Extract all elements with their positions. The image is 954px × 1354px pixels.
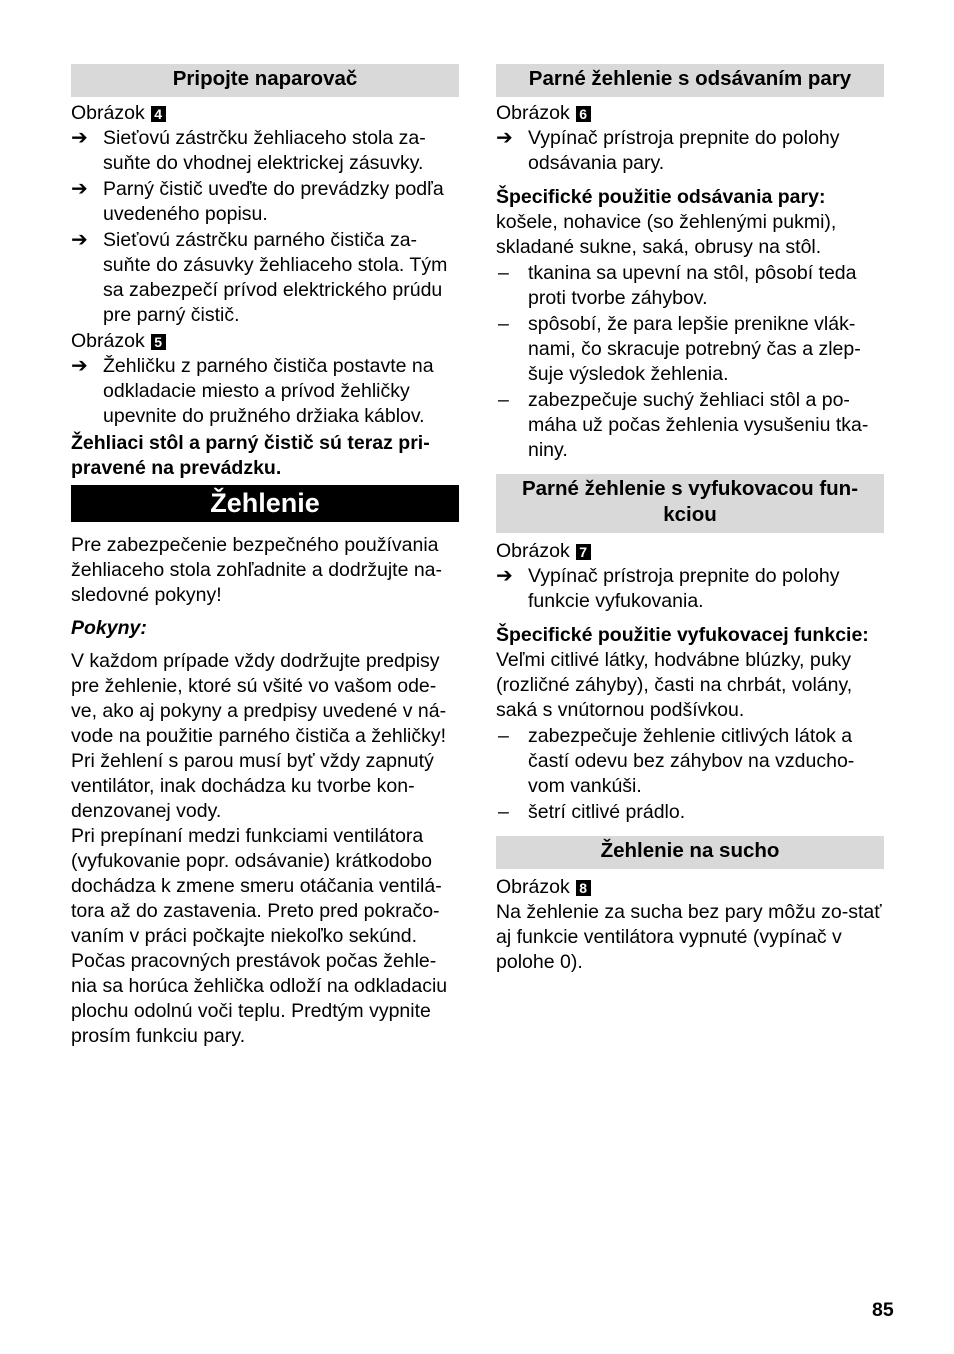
dash-text: spôsobí, že para lepšie prenikne vlák-nami, čo skracuje potrebný čas a zlep-šuje výsledok žehlenia. xyxy=(528,313,861,385)
figure-label: Obrázok xyxy=(496,102,570,124)
arrow-right-icon: ➔ xyxy=(71,178,88,200)
figure-number-badge: 5 xyxy=(151,334,166,350)
figure-reference xyxy=(496,875,884,900)
figure-reference xyxy=(496,101,884,126)
figure-label: Obrázok xyxy=(496,540,570,562)
ready-note: Žehliaci stôl a parný čistič sú teraz pri-pravené na prevádzku. xyxy=(71,432,430,479)
instruction-paragraph: Počas pracovných prestávok počas žehle-nia sa horúca žehlička odloží na odkladaciu plochu odolnú voči teplu. Predtým vypnite prosím funkciu pary. xyxy=(71,950,448,1047)
section-heading-steam-suction: Parné žehlenie s odsávaním pary xyxy=(496,64,884,97)
specific-use-text: košele, nohavice (so žehlenými pukmi), skladané sukne, saká, obrusy na stôl. xyxy=(496,211,837,258)
instruction-step xyxy=(71,177,459,227)
figure-label: Obrázok xyxy=(71,330,145,352)
dash-list-item xyxy=(496,312,884,387)
step-text: Vypínač prístroja prepnite do polohy odsávania pary. xyxy=(528,127,840,174)
dry-ironing-text: Na žehlenie za sucha bez pary môžu zo-stať aj funkcie ventilátora vypnuté (vypínač v polohe 0). xyxy=(496,901,882,973)
dash-text: zabezpečuje suchý žehliaci stôl a po-máha už počas žehlenia vysušeniu tka-niny. xyxy=(528,389,869,461)
instructions-label: Pokyny: xyxy=(71,617,147,639)
instruction-step xyxy=(496,126,884,176)
section-heading-steam-blowing: Parné žehlenie s vyfukovacou fun-kciou xyxy=(496,474,884,533)
instruction-paragraph: Pri žehlení s parou musí byť vždy zapnutý ventilátor, inak dochádza ku tvorbe kon-denzovanej vody. xyxy=(71,750,434,822)
step-text: Vypínač prístroja prepnite do polohy funkcie vyfukovania. xyxy=(528,565,840,612)
dash-text: šetrí citlivé prádlo. xyxy=(528,801,686,823)
section-heading-connect-steamer: Pripojte naparovač xyxy=(71,64,459,97)
figure-label: Obrázok xyxy=(496,876,570,898)
instruction-step xyxy=(496,564,884,614)
step-text: Žehličku z parného čističa postavte na odkladacie miesto a prívod žehličky upevnite do pružného držiaka káblov. xyxy=(103,355,434,427)
arrow-right-icon: ➔ xyxy=(496,565,513,587)
arrow-right-icon: ➔ xyxy=(71,127,88,149)
step-text: Parný čistič uveďte do prevádzky podľa uvedeného popisu. xyxy=(103,178,444,225)
arrow-right-icon: ➔ xyxy=(496,127,513,149)
instruction-paragraph: V každom prípade vždy dodržujte predpisy pre žehlenie, ktoré sú všité vo vašom ode-ve, ako aj pokyny a predpisy uvedené v ná-vode na použitie parného čističa a žehličky! xyxy=(71,650,447,747)
dash-list-item xyxy=(496,261,884,311)
figure-reference xyxy=(71,329,459,354)
figure-number-badge: 7 xyxy=(576,544,591,560)
dash-list-item xyxy=(496,800,884,825)
figure-reference xyxy=(71,101,459,126)
arrow-right-icon: ➔ xyxy=(71,355,88,377)
instruction-step xyxy=(71,354,459,429)
dash-bullet: – xyxy=(498,313,509,335)
figure-number-badge: 4 xyxy=(151,106,166,122)
dash-text: zabezpečuje žehlenie citlivých látok a častí odevu bez záhybov na vzducho-vom vankúši. xyxy=(528,725,855,797)
specific-use-label: Špecifické použitie odsávania pary: xyxy=(496,186,826,208)
instruction-step xyxy=(71,126,459,176)
page-number: 85 xyxy=(872,1299,894,1321)
step-text: Sieťovú zástrčku parného čističa za-suňte do zásuvky žehliaceho stola. Tým sa zabezpečí prívod elektrického prúdu pre parný čistič. xyxy=(103,229,448,326)
figure-reference xyxy=(496,539,884,564)
main-heading-ironing: Žehlenie xyxy=(71,485,459,522)
dash-bullet: – xyxy=(498,801,509,823)
dash-bullet: – xyxy=(498,725,509,747)
instruction-step xyxy=(71,228,459,328)
dash-list-item xyxy=(496,388,884,463)
section-heading-dry-ironing: Žehlenie na sucho xyxy=(496,836,884,869)
instruction-paragraph: Pri prepínaní medzi funkciami ventilátora (vyfukovanie popr. odsávanie) krátkodobo dochádza k zmene smeru otáčania ventilá-tora až do zastavenia. Preto pred pokračo-vaním v práci počkajte niekoľko sekúnd. xyxy=(71,825,442,947)
left-column xyxy=(71,64,459,1049)
dash-bullet: – xyxy=(498,262,509,284)
dash-text: tkanina sa upevní na stôl, pôsobí teda proti tvorbe záhybov. xyxy=(528,262,857,309)
figure-label: Obrázok xyxy=(71,102,145,124)
intro-paragraph: Pre zabezpečenie bezpečného používania žehliaceho stola zohľadnite a dodržujte na-sledovné pokyny! xyxy=(71,534,443,606)
figure-number-badge: 6 xyxy=(576,106,591,122)
right-column xyxy=(496,64,884,975)
specific-use-text: Veľmi citlivé látky, hodvábne blúzky, puky (rozličné záhyby), časti na chrbát, volány, saká s vnútornou podšívkou. xyxy=(496,649,853,721)
step-text: Sieťovú zástrčku žehliaceho stola za-suňte do vhodnej elektrickej zásuvky. xyxy=(103,127,426,174)
dash-bullet: – xyxy=(498,389,509,411)
dash-list-item xyxy=(496,724,884,799)
figure-number-badge: 8 xyxy=(576,880,591,896)
arrow-right-icon: ➔ xyxy=(71,229,88,251)
specific-use-label: Špecifické použitie vyfukovacej funkcie: xyxy=(496,624,869,646)
